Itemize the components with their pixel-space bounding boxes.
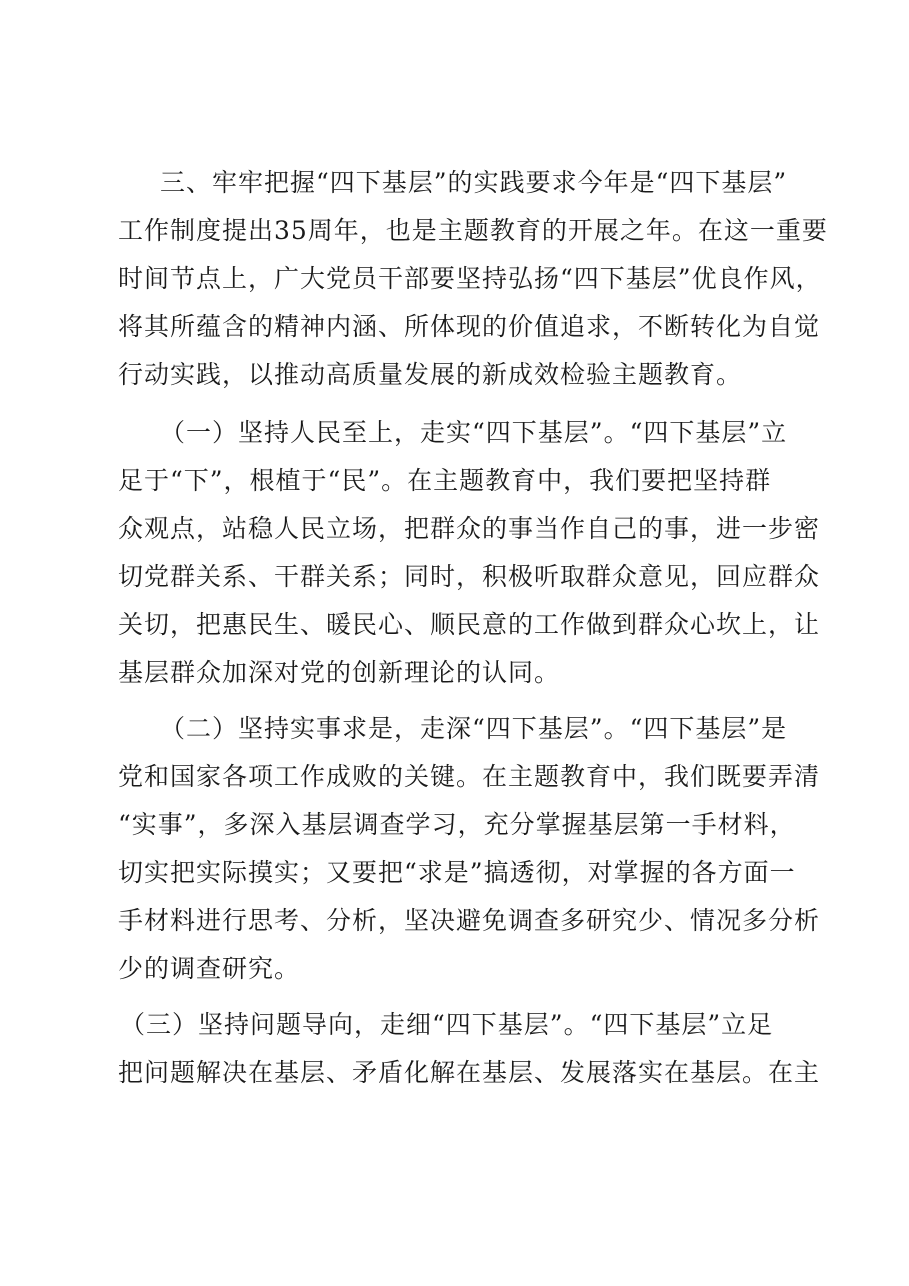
paragraph-1-line-4: 将其所蕴含的精神内涵、所体现的价值追求，不断转化为自觉	[118, 312, 821, 341]
paragraph-1-line-3: 时间节点上，广大党员干部要坚持弘扬“四下基层”优良作风，	[118, 264, 822, 293]
paragraph-2-line-1: （一）坚持人民至上，走实“四下基层”。“四下基层”立	[160, 418, 788, 447]
paragraph-2-line-2: 足于“下”，根植于“民”。在主题教育中，我们要把坚持群	[118, 466, 772, 495]
paragraph-3-line-6: 少的调查研究。	[118, 954, 301, 983]
paragraph-3-line-2: 党和国家各项工作成败的关键。在主题教育中，我们既要弄清	[118, 762, 821, 791]
paragraph-3-line-4: 切实把实际摸实；又要把“求是”搞透彻，对掌握的各方面一	[118, 858, 796, 887]
paragraph-2-line-4: 切党群关系、干群关系；同时，积极听取群众意见，回应群众	[118, 562, 821, 591]
paragraph-1-line-1: 三、牢牢把握“四下基层”的实践要求今年是“四下基层”	[160, 168, 788, 197]
paragraph-3-line-3: “实事”，多深入基层调查学习，充分掌握基层第一手材料，	[118, 810, 796, 839]
paragraph-1-line-2: 工作制度提出35周年，也是主题教育的开展之年。在这一重要	[118, 216, 828, 245]
paragraph-1-line-5: 行动实践，以推动高质量发展的新成效检验主题教育。	[118, 360, 743, 389]
paragraph-2-line-3: 众观点，站稳人民立场，把群众的事当作自己的事，进一步密	[118, 514, 821, 543]
paragraph-3-line-5: 手材料进行思考、分析，坚决避免调查多研究少、情况多分析	[118, 906, 821, 935]
paragraph-3-line-1: （二）坚持实事求是，走深“四下基层”。“四下基层”是	[160, 714, 788, 743]
paragraph-4-line-1: （三）坚持问题导向，走细“四下基层”。“四下基层”立足	[120, 1010, 774, 1039]
paragraph-2-line-5: 关切，把惠民生、暖民心、顺民意的工作做到群众心坎上，让	[118, 610, 821, 639]
paragraph-2-line-6: 基层群众加深对党的创新理论的认同。	[118, 658, 561, 687]
paragraph-4-line-2: 把问题解决在基层、矛盾化解在基层、发展落实在基层。在主	[118, 1058, 821, 1087]
